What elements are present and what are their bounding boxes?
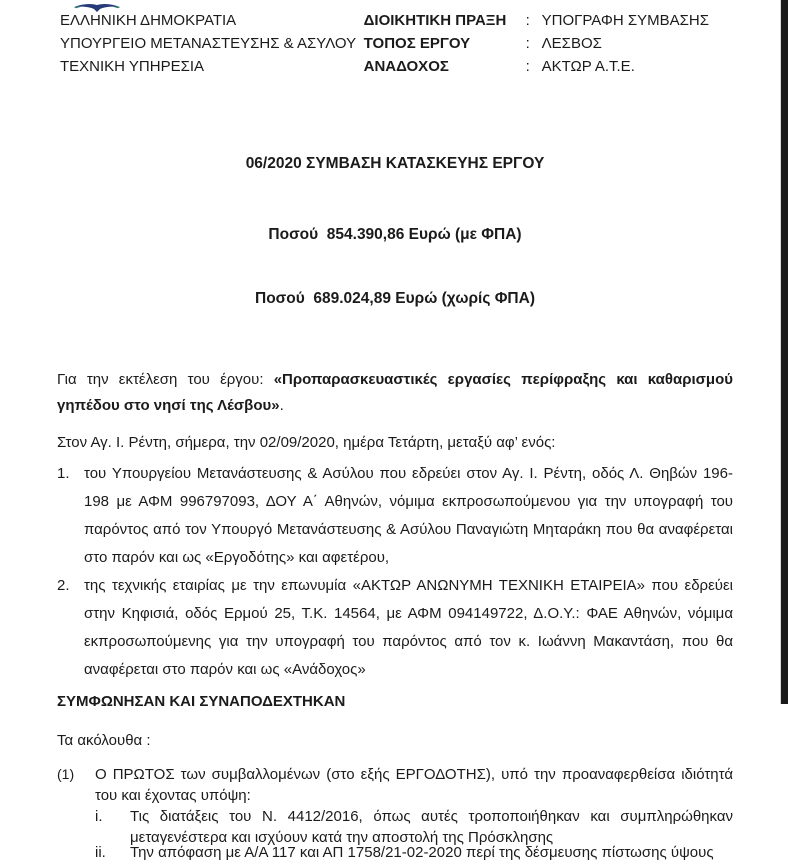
document-meta-block bbox=[364, 9, 733, 78]
meta-separator: : bbox=[525, 35, 530, 52]
authority-line: ΤΕΧΝΙΚΗ ΥΠΗΡΕΣΙΑ bbox=[60, 58, 205, 75]
intro-prefix: Για την εκτέλεση του έργου: bbox=[57, 371, 274, 388]
party-text: της τεχνικής εταιρίας με την επωνυμία «ΑΚΤΩΡ ΑΝΩΝΥΜΗ ΤΕΧΝΙΚΗ ΕΤΑΙΡΕΙΑ» που εδρεύει στην Κηφισιά, οδός Ερμού 25, Τ.Κ. 14564, με ΑΦΜ 094149722, Δ.Ο.Υ.: ΦΑΕ Αθηνών, νόμιμα εκπροσωπούμενης για την υπογραφή του παρόντος από τον κ. Ιωάννη Μακαντάση, που θα αναφέρεται στο παρόν και ως «Ανάδοχος» bbox=[84, 577, 733, 678]
meta-row bbox=[364, 9, 733, 32]
subitem-text: Τις διατάξεις του Ν. 4412/2016, όπως αυτές τροποποιήθηκαν και συμπληρώθηκαν μεταγενέστερα και ισχύουν κατά την αποστολή της Πρόσκλησης bbox=[130, 808, 733, 846]
project-title: «Προπαρασκευαστικές εργασίες περίφραξης και καθαρισμού γηπέδου στο νησί της Λέσβου» bbox=[57, 371, 733, 414]
meta-label: ΑΝΑΔΟΧΟΣ bbox=[363, 58, 449, 75]
meta-value: ΥΠΟΓΡΑΦΗ ΣΥΜΒΑΣΗΣ bbox=[541, 12, 709, 29]
authority-line: ΕΛΛΗΝΙΚΗ ΔΗΜΟΚΡΑΤΙΑ bbox=[60, 12, 237, 29]
party-number: 2. bbox=[57, 577, 70, 594]
meta-separator: : bbox=[525, 12, 530, 29]
meta-value: ΑΚΤΩΡ Α.Τ.Ε. bbox=[541, 58, 635, 75]
signing-date-line: Στον Αγ. Ι. Ρέντη, σήμερα, την 02/09/2020, ημέρα Τετάρτη, μεταξύ αφ’ ενός: bbox=[57, 434, 556, 451]
clause-text: Ο ΠΡΩΤΟΣ των συμβαλλομένων (στο εξής ΕΡΓΟΔΟΤΗΣ), υπό την προαναφερθείσα ιδιότητά του και έχοντας υπόψη: bbox=[95, 766, 733, 804]
letterhead bbox=[57, 9, 733, 78]
party-text: του Υπουργείου Μετανάστευσης & Ασύλου που εδρεύει στον Αγ. Ι. Ρέντη, οδός Λ. Θηβών 196-198 με ΑΦΜ 996797093, ΔΟΥ Α΄ Αθηνών, νόμιμα εκπροσωπούμενου για την υπογραφή του παρόντος από τον Υπουργό Μετανάστευσης & Ασύλου Παναγιώτη Μηταράκη που θα αναφέρεται στο παρόν και ως «Εργοδότης» και αφετέρου, bbox=[84, 465, 733, 566]
amount-with-vat: Ποσού 854.390,86 Ευρώ (με ΦΠΑ) bbox=[268, 226, 522, 243]
party-item bbox=[57, 460, 733, 572]
issuing-authority-block bbox=[60, 9, 364, 78]
subitem-number: ii. bbox=[95, 844, 106, 861]
following-line: Τα ακόλουθα : bbox=[57, 732, 151, 749]
authority-line: ΥΠΟΥΡΓΕΙΟ ΜΕΤΑΝΑΣΤΕΥΣΗΣ & ΑΣΥΛΟΥ bbox=[60, 35, 357, 52]
clause-item bbox=[57, 764, 733, 806]
meta-value: ΛΕΣΒΟΣ bbox=[541, 35, 602, 52]
subitem-text: Την απόφαση με Α/Α 117 και ΑΠ 1758/21-02-2020 περί της δέσμευσης πίστωσης ύψους bbox=[130, 844, 714, 861]
meta-label: ΔΙΟΙΚΗΤΙΚΗ ΠΡΑΞΗ bbox=[363, 12, 507, 29]
party-item bbox=[57, 572, 733, 684]
agreement-heading: ΣΥΜΦΩΝΗΣΑΝ ΚΑΙ ΣΥΝΑΠΟΔΕΧΤΗΚΑΝ bbox=[57, 693, 346, 710]
party-number: 1. bbox=[57, 465, 70, 482]
contract-title: 06/2020 ΣΥΜΒΑΣΗ ΚΑΤΑΣΚΕΥΗΣ ΕΡΓΟΥ bbox=[245, 155, 545, 172]
meta-separator: : bbox=[525, 58, 530, 75]
clause-number: (1) bbox=[57, 766, 75, 782]
meta-row bbox=[364, 55, 733, 78]
contract-title-block bbox=[57, 118, 733, 345]
meta-label: ΤΟΠΟΣ ΕΡΓΟΥ bbox=[363, 35, 471, 52]
subitem-number: i. bbox=[95, 808, 103, 825]
intro-suffix: . bbox=[279, 397, 284, 414]
window-right-edge bbox=[780, 0, 788, 704]
meta-row bbox=[364, 32, 733, 55]
document-content bbox=[57, 0, 733, 863]
amount-without-vat: Ποσού 689.024,89 Ευρώ (χωρίς ΦΠΑ) bbox=[255, 290, 535, 307]
clause-subitem bbox=[95, 842, 733, 863]
project-description-paragraph bbox=[57, 367, 733, 419]
